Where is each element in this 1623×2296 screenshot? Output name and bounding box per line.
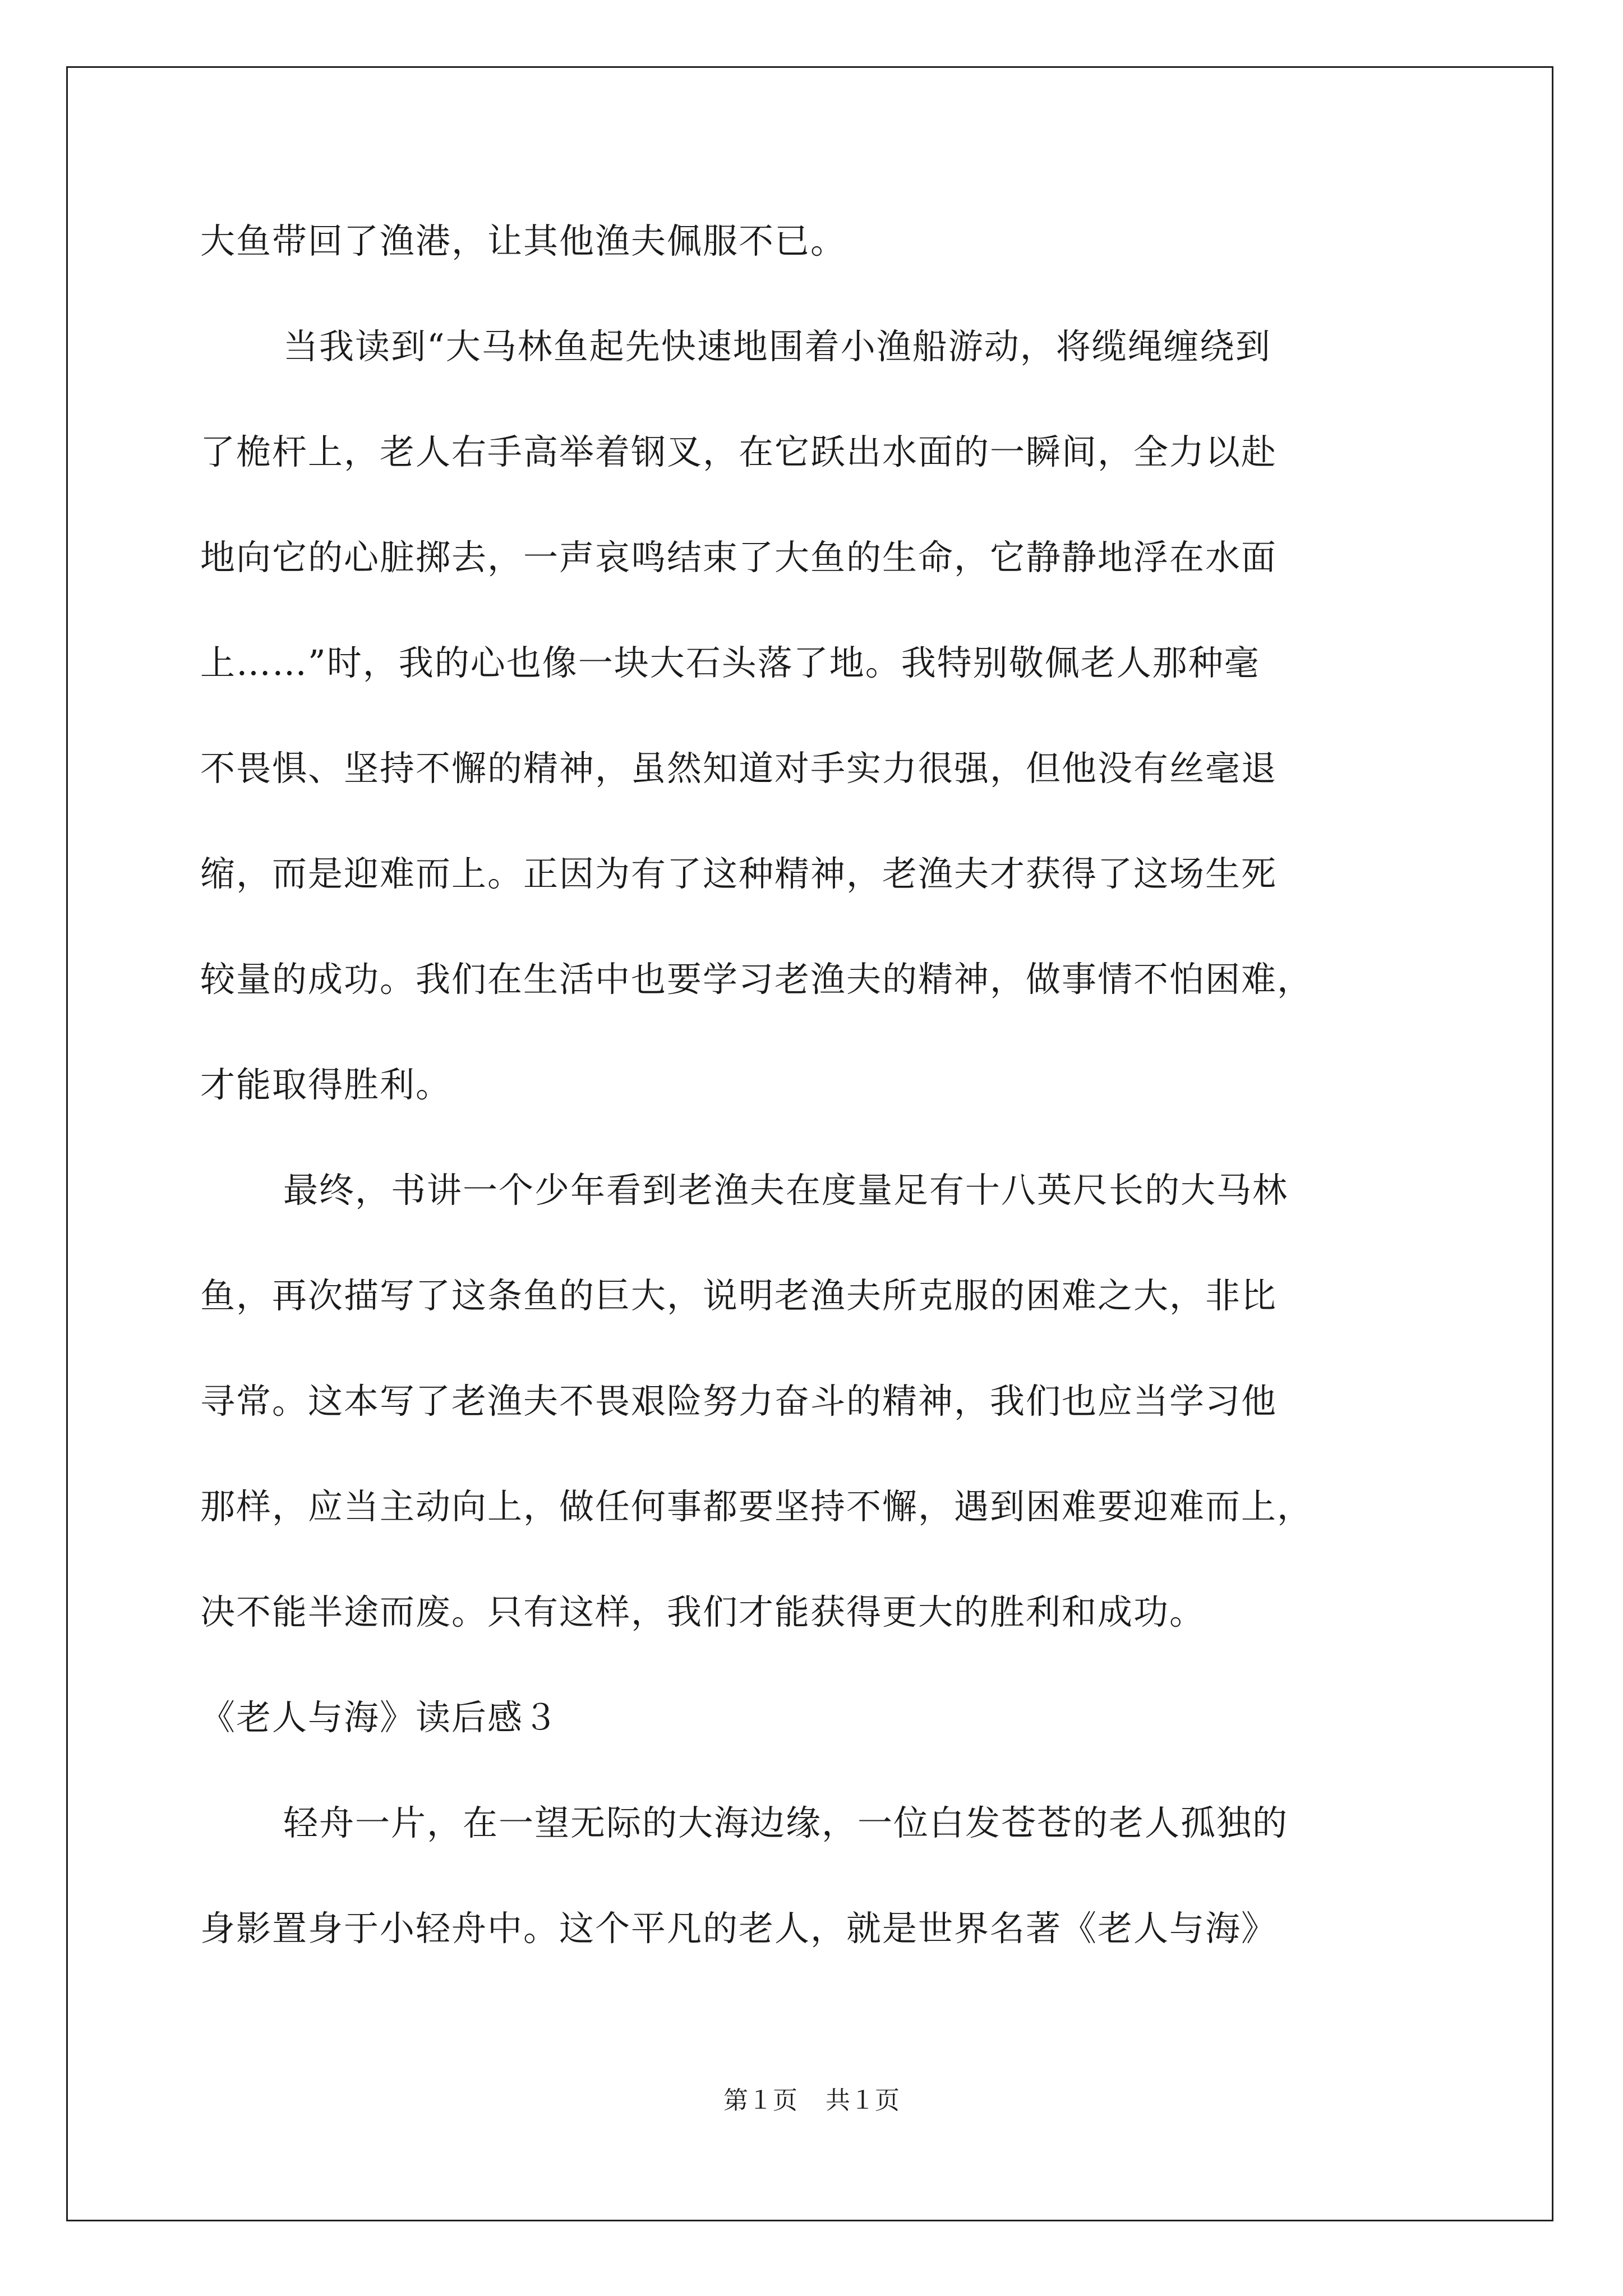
text-line: 才能取得胜利。 [200, 1064, 452, 1105]
text-line: 大鱼带回了渔港，让其他渔夫佩服不已。 [200, 220, 847, 261]
section-heading: 《老人与海》读后感３ [200, 1697, 560, 1738]
paragraph-start-line: 当我读到“大马林鱼起先快速地围着小渔船游动，将缆绳缠绕到 [283, 326, 1271, 367]
text-line: 较量的成功。我们在生活中也要学习老渔夫的精神，做事情不怕困难， [200, 959, 1313, 1000]
text-line: 决不能半途而废。只有这样，我们才能获得更大的胜利和成功。 [200, 1591, 1206, 1632]
text-line: 不畏惧、坚持不懈的精神，虽然知道对手实力很强，但他没有丝毫退 [200, 748, 1278, 789]
text-line: 缩，而是迎难而上。正因为有了这种精神，老渔夫才获得了这场生死 [200, 853, 1278, 894]
page-number: 第１页 [723, 2086, 797, 2115]
text-line: 了桅杆上，老人右手高举着钢叉，在它跃出水面的一瞬间，全力以赴 [200, 431, 1278, 472]
page-frame [66, 66, 1553, 2221]
page-footer [0, 2084, 1623, 2118]
text-line: 寻常。这本写了老渔夫不畏艰险努力奋斗的精神，我们也应当学习他 [200, 1381, 1278, 1421]
text-line: 身影置身于小轻舟中。这个平凡的老人，就是世界名著《老人与海》 [200, 1908, 1278, 1949]
paragraph-start-line: 轻舟一片，在一望无际的大海边缘，一位白发苍苍的老人孤独的 [283, 1802, 1289, 1843]
paragraph-start-line: 最终，书讲一个少年看到老渔夫在度量足有十八英尺长的大马林 [283, 1170, 1289, 1211]
text-line: 鱼，再次描写了这条鱼的巨大，说明老渔夫所克服的困难之大，非比 [200, 1275, 1278, 1316]
text-line: 那样，应当主动向上，做任何事都要坚持不懈，遇到困难要迎难而上， [200, 1486, 1313, 1527]
text-line: 地向它的心脏掷去，一声哀鸣结束了大鱼的生命，它静静地浮在水面 [200, 537, 1278, 578]
text-line: 上……”时，我的心也像一块大石头落了地。我特别敬佩老人那种毫 [200, 642, 1260, 683]
page-total: 共１页 [826, 2086, 900, 2115]
